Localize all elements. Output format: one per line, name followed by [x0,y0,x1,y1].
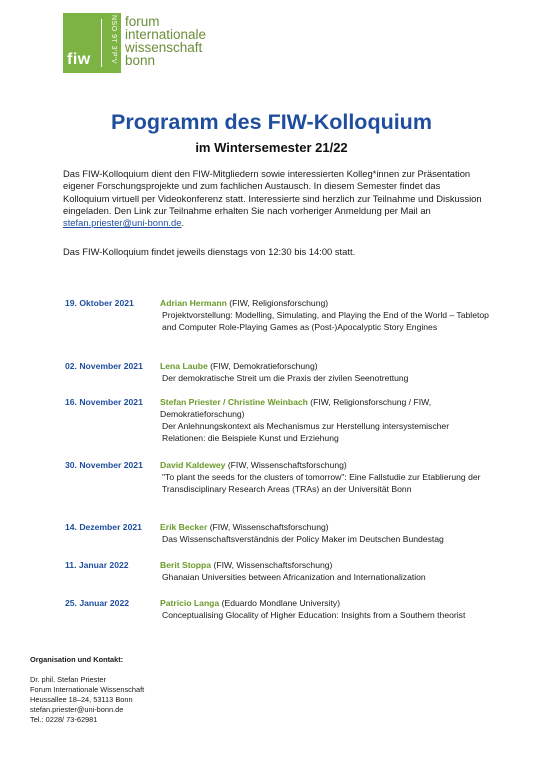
logo-wordmark [125,15,245,67]
contact-org: Forum Internationale Wissenschaft [30,685,145,694]
talk-title: Der demokratische Streit um die Praxis der zivilen Seenotrettung [162,373,409,383]
talk-title: Der Anlehnungskontext als Mechanismus zur Herstellung intersystemischer Relationen: die Beispiele Kunst und Erziehung [162,421,450,443]
speaker-affiliation: (FIW, Wissenschaftsforschung) [211,560,333,570]
speaker-affiliation: (FIW, Religionsforschung / FIW, Demokratieforschung) [160,397,432,419]
contact-email[interactable]: stefan.priester@uni-bonn.de [30,705,124,714]
logo-line-1: forum [125,14,160,29]
speaker-affiliation: (FIW, Religionsforschung) [226,298,329,308]
contact-phone: Tel.: 0228/ 73-62981 [30,715,98,724]
schedule-date: 16. November 2021 [65,397,143,407]
logo-line-2: internationale [125,27,207,42]
speaker-name: Stefan Priester / Christine Weinbach [160,397,308,407]
logo-divider [101,19,102,67]
logo-line-3: wissenschaft [125,40,203,55]
speaker-name: Patricio Langa [160,598,220,608]
speaker-name: Berit Stoppa [160,560,212,570]
intro-paragraph [63,168,483,229]
intro-end: . [181,217,185,229]
schedule-date: 25. Januar 2022 [65,598,130,608]
fiw-logo [63,13,207,73]
intro-text: Das FIW-Kolloquium dient den FIW-Mitgliedern sowie interessierten Kolleg*innen zur Präsentation eigener Forschungsprojekte und zum fachlichen Austausch. In diesem Semester findet das Kolloquium virtuell per Videokonferenz statt. Interessierte sind herzlich zur Teilnahme und Diskussion eingeladen. Den Link zur Teilnahme erhalten Sie nach vorheriger Anmeldung per Mail an [63,168,482,216]
talk-title: Conceptualising Glocality of Higher Education: Insights from a Southern theorist [162,610,466,620]
speaker-name: Adrian Hermann [160,298,227,308]
talk-title: Projektvorstellung: Modelling, Simulating, and Playing the End of the World – Tabletop and Computer Role-Playing Games as (Post-)Apocalyptic Story Engines [162,310,489,332]
contact-block [30,655,230,725]
schedule-date: 19. Oktober 2021 [65,298,134,308]
speaker-affiliation: (Eduardo Mondlane University) [219,598,341,608]
logo-badge [63,13,121,73]
speaker-affiliation: (FIW, Wissenschaftsforschung) [225,460,347,470]
page-subtitle: im Wintersemester 21/22 [195,140,348,155]
contact-heading: Organisation und Kontakt: [30,655,124,664]
speaker-name: David Kaldewey [160,460,226,470]
time-note: Das FIW-Kolloquium findet jeweils dienstags von 12:30 bis 14:00 statt. [63,246,356,257]
speaker-name: Lena Laube [160,361,208,371]
logo-vertical-text: NSO 9T 3'P'V [110,15,117,65]
talk-title: Das Wissenschaftsverständnis der Policy Maker im Deutschen Bundestag [162,534,444,544]
contact-address: Heussallee 18–24, 53113 Bonn [30,695,133,704]
schedule-date: 30. November 2021 [65,460,143,470]
schedule-date: 14. Dezember 2021 [65,522,142,532]
talk-title: "To plant the seeds for the clusters of tomorrow": Eine Fallstudie zur Etablierung der Transdisciplinary Research Areas (TRAs) an der Universität Bonn [162,472,481,494]
contact-name: Dr. phil. Stefan Priester [30,675,106,684]
logo-abbr: fiw [67,51,91,68]
schedule-date: 02. November 2021 [65,361,143,371]
speaker-name: Erik Becker [160,522,208,532]
speaker-affiliation: (FIW, Wissenschaftsforschung) [207,522,329,532]
contact-email-link[interactable]: stefan.priester@uni-bonn.de [63,217,182,229]
logo-line-4: bonn [125,53,156,68]
talk-title: Ghanaian Universities between Africanization and Internationalization [162,572,426,582]
schedule-date: 11. Januar 2022 [65,560,129,570]
page-title: Programm des FIW-Kolloquium [111,110,432,134]
speaker-affiliation: (FIW, Demokratieforschung) [207,361,318,371]
